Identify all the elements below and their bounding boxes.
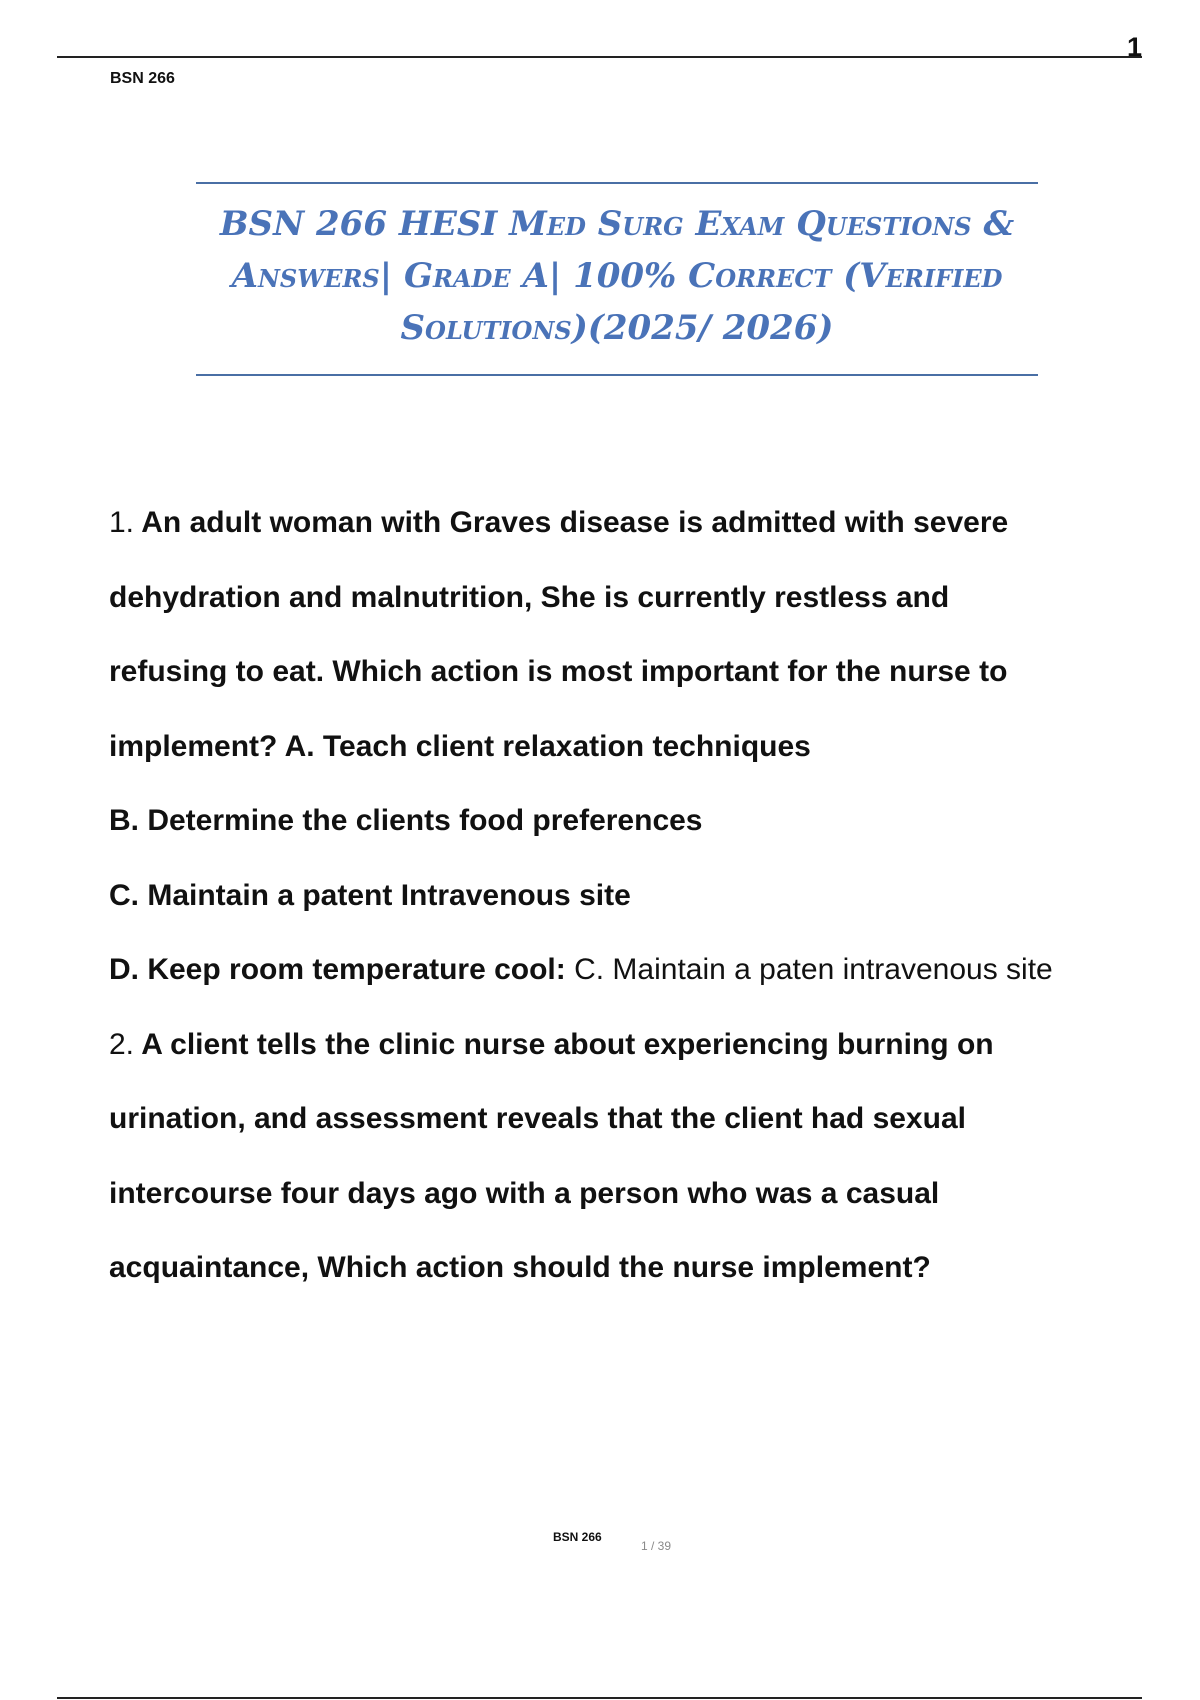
question-2-line-1 — [109, 1008, 1149, 1083]
question-1-option-d-line — [109, 933, 1149, 1008]
question-list — [109, 486, 1149, 1306]
header-rule — [57, 56, 1142, 58]
question-1-line-2: dehydration and malnutrition, She is currently restless and — [109, 580, 950, 614]
question-1-text-1: An adult woman with Graves disease is admitted with severe — [134, 506, 1009, 539]
question-2-line-2: urination, and assessment reveals that the client had sexual — [109, 1102, 966, 1135]
footer-page-indicator: 1 / 39 — [641, 1539, 672, 1553]
document-title — [196, 198, 1038, 354]
question-1-option-b: B. Determine the clients food preferences — [109, 804, 703, 837]
question-2-line-3: intercourse four days ago with a person who was a casual — [109, 1176, 940, 1210]
page-number: 1 — [1126, 32, 1142, 62]
question-1-line-3: refusing to eat. Which action is most important for the nurse to — [109, 655, 1008, 688]
title-line-2: Answers| Grade A| 100% Correct (Verified — [231, 256, 1003, 296]
question-2-text-1: A client tells the clinic nurse about experiencing burning on — [134, 1027, 994, 1061]
question-1-option-d: D. Keep room temperature cool: — [109, 953, 566, 986]
footer-rule — [57, 1697, 1142, 1699]
footer-label: BSN 266 — [553, 1530, 602, 1544]
title-line-3: Solutions)(2025/ 2026) — [400, 308, 834, 348]
question-1-answer: C. Maintain a paten intravenous site — [565, 953, 1053, 986]
question-1-option-c: C. Maintain a patent Intravenous site — [109, 878, 631, 912]
question-2-line-4: acquaintance, Which action should the nurse implement? — [109, 1251, 931, 1284]
question-1-line-1 — [109, 486, 1149, 561]
title-bottom-rule — [196, 374, 1038, 376]
header-label: BSN 266 — [110, 70, 175, 87]
question-1-line-4: implement? A. Teach client relaxation techniques — [109, 729, 811, 763]
question-1-number: 1. — [109, 506, 135, 539]
title-top-rule — [196, 182, 1038, 184]
question-2-number: 2. — [109, 1027, 135, 1061]
title-line-1: BSN 266 HESI Med Surg Exam Questions & — [219, 204, 1015, 244]
